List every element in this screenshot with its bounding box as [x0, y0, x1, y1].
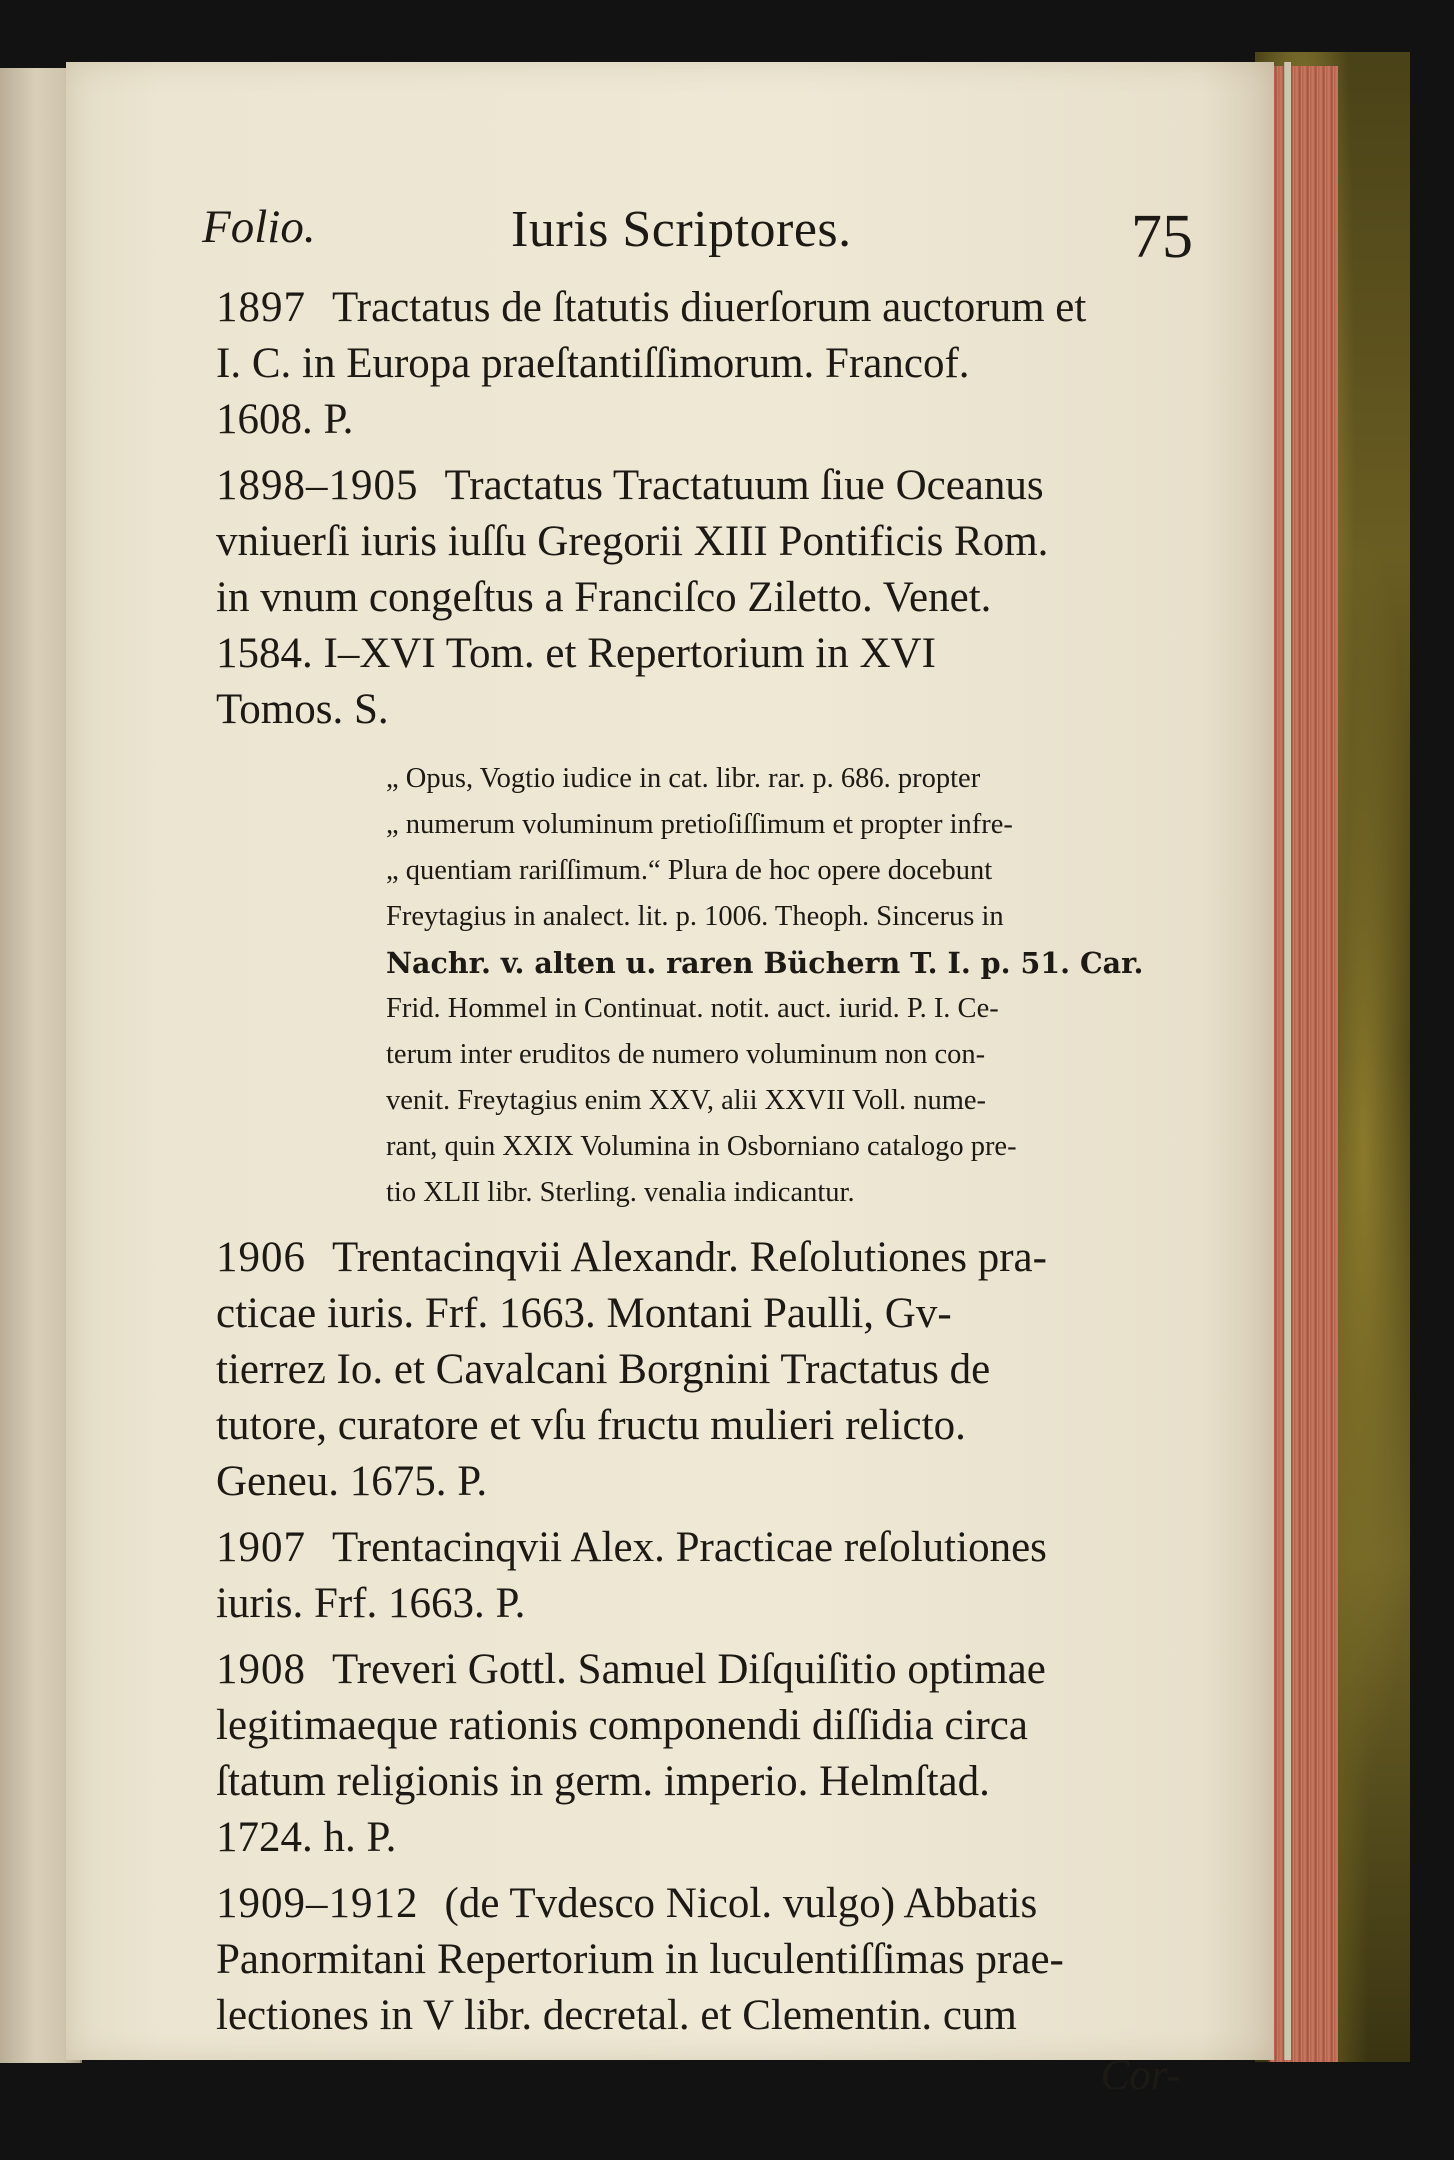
entry-line: tutore, curatore et vſu fructu mulieri relicto.	[216, 1402, 966, 1449]
note-line: „ quentiam rariſſimum.“ Plura de hoc opere docebunt	[386, 855, 993, 886]
catchword: Cor-	[1100, 2052, 1181, 2099]
entry-line: vniuerſi iuris iuſſu Gregorii XIII Pontificis Rom.	[216, 518, 1049, 565]
entry-number: 1907	[216, 1524, 306, 1571]
note-line: Frid. Hommel in Continuat. notit. auct. iurid. P. I. Ce-	[386, 993, 999, 1024]
entry-number: 1897	[216, 284, 306, 331]
entry-1909-1912	[216, 1876, 1181, 2044]
entry-line: 1897 Tractatus de ſtatutis diuerſorum auctorum et	[216, 284, 1087, 331]
entry-line: legitimaeque rationis componendi diſſidia circa	[216, 1702, 1028, 1749]
page-fold	[1284, 62, 1291, 2060]
entry-line: Geneu. 1675. P.	[216, 1458, 488, 1505]
entry-line: cticae iuris. Frf. 1663. Montani Paulli, Gv-	[216, 1290, 952, 1337]
note-line: rant, quin XXIX Volumina in Osborniano catalogo pre-	[386, 1131, 1017, 1162]
entry-1907	[216, 1520, 1181, 1632]
note-line: „ Opus, Vogtio iudice in cat. libr. rar. p. 686. propter	[386, 763, 981, 794]
header-format: Folio.	[202, 201, 316, 253]
entry-line: I. C. in Europa praeſtantiſſimorum. Francof.	[216, 340, 970, 387]
entry-1906	[216, 1230, 1181, 1510]
entry-1898-1905	[216, 458, 1181, 738]
page-edges	[1268, 66, 1338, 2062]
note-line: Freytagius in analect. lit. p. 1006. Theoph. Sincerus in	[386, 901, 1004, 932]
entry-line: 1906 Trentacinqvii Alexandr. Reſolutiones pra-	[216, 1234, 1047, 1281]
entry-line: Panormitani Repertorium in luculentiſſimas prae-	[216, 1936, 1064, 1983]
entry-1897	[216, 280, 1181, 448]
page-number: 75	[1131, 203, 1193, 271]
entry-line: 1909–1912 (de Tvdesco Nicol. vulgo) Abbatis	[216, 1880, 1038, 1927]
entry-line: lectiones in V libr. decretal. et Clementin. cum	[216, 1992, 1017, 2039]
book-page	[66, 62, 1274, 2099]
entry-number: 1906	[216, 1234, 306, 1281]
note-line: terum inter eruditos de numero voluminum non con-	[386, 1039, 986, 1070]
note-line: venit. Freytagius enim XXV, alii XXVII Voll. nume-	[386, 1085, 987, 1116]
entry-line: 1908 Treveri Gottl. Samuel Diſquiſitio optimae	[216, 1646, 1046, 1693]
entry-number: 1909–1912	[216, 1880, 419, 1927]
entry-1908	[216, 1642, 1181, 1866]
page-content	[202, 190, 1193, 2104]
entry-line: 1608. P.	[216, 396, 354, 443]
note-line: „ numerum voluminum pretioſiſſimum et propter infre-	[386, 809, 1013, 840]
entry-line: in vnum congeſtus a Franciſco Ziletto. Venet.	[216, 574, 992, 621]
header-title: Iuris Scriptores.	[511, 201, 852, 258]
entry-line: 1724. h. P.	[216, 1814, 397, 1861]
note-line: Nachr. v. alten u. raren Büchern T. I. p. 51. Car.	[386, 946, 1144, 980]
entry-line: tierrez Io. et Cavalcani Borgnini Tractatus de	[216, 1346, 991, 1393]
entry-number: 1908	[216, 1646, 306, 1693]
running-header	[202, 190, 1193, 271]
entry-line: 1907 Trentacinqvii Alex. Practicae reſolutiones	[216, 1524, 1047, 1571]
annotation-note	[386, 756, 1176, 1216]
entry-line: ſtatum religionis in germ. imperio. Helmſtad.	[216, 1758, 990, 1805]
entry-line: Tomos. S.	[216, 686, 389, 733]
note-line: tio XLII libr. Sterling. venalia indicantur.	[386, 1177, 855, 1208]
entry-line: iuris. Frf. 1663. P.	[216, 1580, 526, 1627]
entry-number: 1898–1905	[216, 462, 419, 509]
entry-line: 1898–1905 Tractatus Tractatuum ſiue Oceanus	[216, 462, 1044, 509]
entry-line: 1584. I–XVI Tom. et Repertorium in XVI	[216, 630, 936, 677]
